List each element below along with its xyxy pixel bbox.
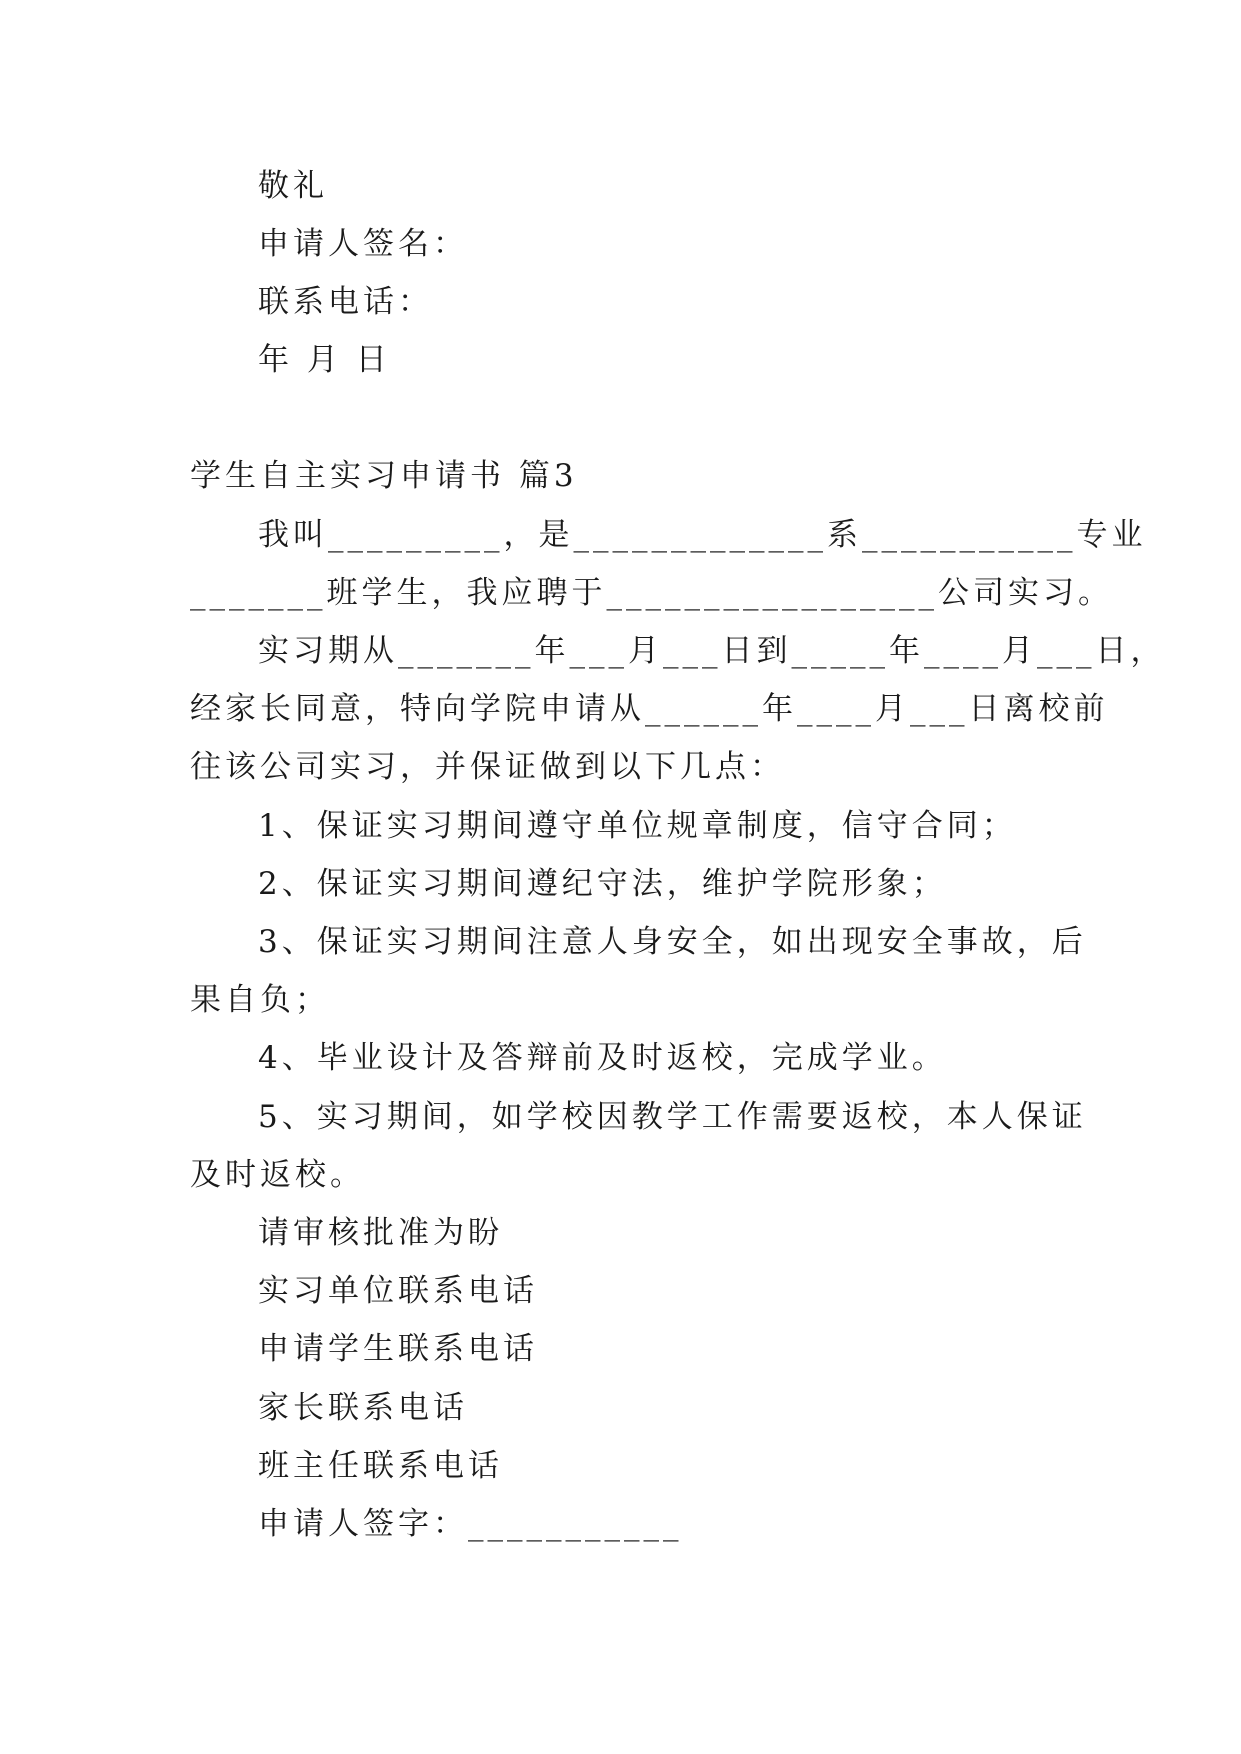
parent-phone-label: 家长联系电话 [258,1390,468,1426]
date-label: 年 月 日 [258,342,391,378]
paragraph-line: 经家长同意，特向学院申请从______年____月___日离校前 [190,691,1109,727]
teacher-phone-label: 班主任联系电话 [258,1448,503,1484]
list-item: 5、实习期间，如学校因教学工作需要返校，本人保证 [258,1099,1087,1135]
applicant-signature-line: 申请人签字：___________ [258,1506,683,1542]
request-line: 请审核批准为盼 [258,1215,503,1251]
list-item: 4、毕业设计及答辩前及时返校，完成学业。 [258,1040,947,1076]
signature-label: 申请人签名： [258,226,468,262]
closing-salutation: 敬礼 [258,168,328,204]
student-phone-label: 申请学生联系电话 [258,1331,538,1367]
list-item-continuation: 及时返校。 [190,1157,365,1193]
phone-label: 联系电话： [258,284,433,320]
list-item: 1、保证实习期间遵守单位规章制度，信守合同； [258,808,1017,844]
employer-phone-label: 实习单位联系电话 [258,1273,538,1309]
paragraph-line: _______班学生，我应聘于_________________公司实习。 [190,575,1113,611]
section-title: 学生自主实习申请书 篇3 [190,458,578,494]
paragraph-line: 往该公司实习，并保证做到以下几点： [190,749,785,785]
paragraph-line: 我叫_________，是_____________系___________专业 [258,517,1147,553]
list-item: 2、保证实习期间遵纪守法，维护学院形象； [258,866,947,902]
list-item: 3、保证实习期间注意人身安全，如出现安全事故，后 [258,924,1087,960]
list-item-continuation: 果自负； [190,982,330,1018]
paragraph-line: 实习期从_______年___月___日到_____年____月___日， [258,633,1166,669]
